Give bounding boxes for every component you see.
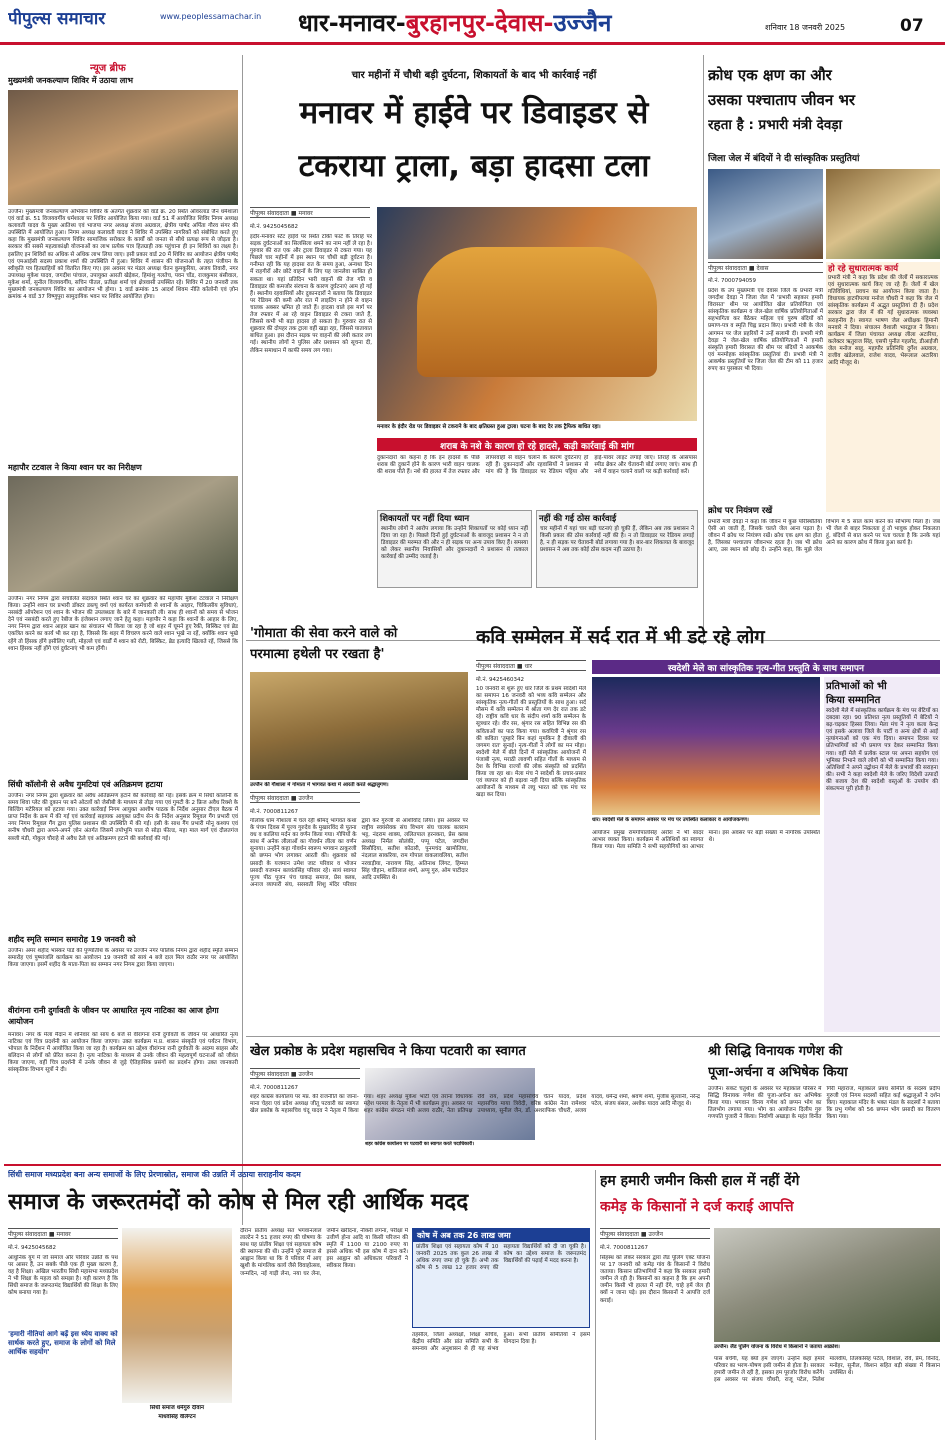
devda-headline-2: उसका पश्चाताप जीवन भर <box>708 91 856 109</box>
ganesh-body: उज्जैन। संकट चतुर्थी के अवसर पर महाकाल परिसर में सिद्धि विनायक गणेश की पूजा-अर्चना कर अभिषेक किया गया। भगवान विनय गणेश को छप्पन भोग का तिलभोग लगाया गया। भोग का आयोजन दिलीप गुरु गणपति पुजारी ने किया। निर्वाणी अखाड़ा के महंत विनीत गिरी महाराज, महाकाल प्रबंध समिति के सदस्य प्रदीप गुरुजी एवं निगम सदस्यों सहित कई श्रद्धालुओं ने दर्शन किए। महाकाल मंदिर के भक्त मंडल के सदस्यों ने बताया कि प्रभु गणेश को 56 छप्पन भोग प्रसादी का वितरण किया गया। <box>708 1086 940 1121</box>
devda-box-title: हो रहे सुधारात्मक कार्य <box>828 264 899 274</box>
devda-photo-2 <box>826 169 940 259</box>
rule-left-column <box>242 55 243 1225</box>
rule-right-column <box>703 55 704 645</box>
region-ujjain: उज्जैन <box>553 9 612 37</box>
brief2-body: उज्जैन। नगर निगम द्वारा संचालित सदावल स्थित श्वान घर का शुक्रवार को महापौर मुकेश टटवाल ने निरीक्षण किया। उन्होंने श्वान घर प्रभारी डॉक्टर डब्ल्यू वर्मा एवं कार्यरत कर्मचारी से श्वानों के आहार, चिकित्सीय सुविधाएं, नसबंदी ऑपरेशन एवं श्वान के भोजन की उपलब्धता के बारे में जानकारी ली। साथ ही श्वानों को समय से भोजन देने एवं नसबंदी करते हुए रेबीज के इंजेक्शन लगाए जाने हेतु कहा। महापौर ने कहा कि श्वानों के आहार के लिए, नगर निगम द्वारा श्वान आहार खान का संचालन भी किया जा रहा है जो शहर में घूमने हुए रैकी, बिस्किट एवं ब्रेड एकत्रित करने का कार्य भी कर रहा है, जिससे कि शहर में विचरण करने वाले श्वान भूखे ना रहें, क्योंकि श्वान भूखे रहेंगे तो हिंसक होंगे इसीलिए गली, मोहल्ले एवं वार्डों में श्वान को रोटी, बिस्किट, ब्रेड इत्यादि खिलाते रहें, जिससे कि श्वान हिंसक नहीं होंगे एवं दुर्घटनाएं भी कम होंगी। <box>8 596 238 652</box>
truck-shape <box>417 247 657 377</box>
devda-byline: पीपुल्स संवाददाता ■ देवास <box>708 262 823 273</box>
masthead-logo <box>8 6 158 30</box>
brief3-title: सिंधी कॉलोनी से अवैध गुमटियां एवं अतिक्रमण हटाया <box>8 780 163 789</box>
page-number: 07 <box>900 16 924 36</box>
sindhi-box-body-2: तहसील, जिला अध्यक्षों, शिक्षा सचिव, केंद्रीय समिति और प्रांत समिति सभी के समन्वय और अनुशासन से ही यह संभव हुआ। सभी प्रांतीय समितियों ने इसमें योगदान दिया है। <box>412 1332 590 1353</box>
masthead-title: पीपुल्स समाचार <box>8 9 106 29</box>
brief1-title: मुख्यमंत्री जनकल्याण शिविर में उठाया लाभ <box>8 76 133 85</box>
devda-mobile: मो.नं. 7000794059 <box>708 278 757 284</box>
kisan-body-2: पास बचेगी, यह क्यों हम जाएंगे। उन्होंने कहा हमारे परिवार का भरण-पोषण इसी जमीन से होता है। सरकार हमारी जमीन ले रही है, इसका हम पूरजोर विरोध करेंगे। इस अवसर पर संजय चौधरी, राजू पटेल, निलेश मालवीय, तिलकसिंह पटेल, विशाल, रवि, प्रेम, विनोद, मनोहर, सुनील, किशन सहित बड़ी संख्या में किसान उपस्थित थे। <box>714 1356 940 1384</box>
brief4-body: उज्जैन। अमर शहीद भास्कर पांडे की पुण्यतिथि के अवसर पर उज्जैन नगर पालिक निगम द्वारा शहीद स्मृति सम्मान समारोह एवं पुष्पांजलि कार्यक्रम का आयोजन 19 जनवरी को सायं 4 बजे दाल मिल राठौर नगर पर आयोजित किया जाएगा। इसमें शहीद के माता-पिता का सम्मान नगर निगम द्वारा किया जाएगा। <box>8 948 238 969</box>
lead-byline: पीपुल्स संवाददाता ■ मनावर <box>250 207 370 218</box>
sindhi-mobile: मो.नं. 9425045682 <box>8 1245 57 1251</box>
lead-photo <box>377 207 697 421</box>
patwari-body: शहर कांग्रेस कार्यालय पर मप्र. की राजनीति का जाना-माना चेहरा एवं प्रदेश अध्यक्ष जीतू पटवारी का स्वागत खेल प्रकोष्ठ के महासचिव चंदू यादव ने नेतृत्व में किया गया। शहर अध्यक्ष मुकेश भाटी एवं तराना विधायक महेश परमार के नेतृत्व में भी कार्यक्रम हुए। अवसर पर शहर कांग्रेस संगठन मंत्री अजय राठौर, नेता प्रतिपक्ष रवि राय, प्रदेश महासचिव चेतन यादव, प्रदेश महासचिव माया त्रिवेदी, वरिष्ठ कांग्रेस नेता रामेश्वर उपाध्याय, सुनील जैन, डॉ. अशराफिक चौधरी, अजय यादव, धर्मेन्द्र शर्मा, श्रवण शर्मा, मुजीब सुल्तानी, नरेन्द्र पटेल, संजय बंसल, अशोक यादव आदि मौजूद थे। <box>250 1094 700 1115</box>
gaumata-body: गोलोक धाम गौशाला में चल रही श्रीमद् भागवत कथा के पंचम दिवस में पूज्य गुरुदेव के मुखारविंद से पूतना वध व कालिया मर्दन का वर्णन किया गया। गोपियों के साथ में अनेक लीलाओं का गोवर्धन लीला का वर्णन सुनाया। उन्होंने कहा गोवर्धन स्वरूप भगवान ठाकुरजी को छप्पन भोग लगाकर आरती की। शुक्रवार को प्रसादी के यजमान उमेश जाट परिवार व भोजन प्रसादी यजमान बलवंतसिंह परिवार रहे। सायं स्वागत पूज्य पीठ पूजन पंच घाकड़ समाज, प्रेस क्लब, अनाज व्यापारी संघ, सरस्वती शिशु मंदिर परिवार द्वारा कर गुरुजी से आशीर्वाद लिया। इस अवसर पर राष्ट्रीय स्वयंसेवक संघ विभाग संघ चालक बलराम भट्ट, नंदराम शाक्य, ललितपाल हरनकरा, प्रेस क्लब अध्यक्ष निर्मल सोलंकी, पप्पू पटेल, जगदीश सिसौदिया, सतीश कोठारी, पुनमचंद खामोतिया, नंदलाल साकरिया, राम गोपाल वाकलावलिया, सतीश नरवाड़ीया, नारायण सिंह, अतिनाथ लिंगट, हिम्मत सिंह चौहान, शांतिलाल शर्मा, अप्पू गुरु, ओम पाटीदार आदि उपस्थित थे। <box>250 818 468 888</box>
masthead-bar <box>0 0 945 45</box>
patwari-photo-caption: शहर कांग्रेस कार्यालय पर पटवारी का स्वागत करते पदाधिकारी। <box>365 1142 475 1147</box>
sindhi-portrait-caption-2: माधवसिंह वेलिंग्टन <box>158 1414 196 1420</box>
lead-subhead-body: दुकानदारों का कहना है कि इन हादसों के पीछे शराब की दुकानें होने के कारण भारी वाहन चालक की शराब पीते हैं। नशे की हालत में तेज रफ्तार और लापरवाही से वाहन चलाने के कारण दुर्घटनाएं हो रही हैं। दुकानदारों और रहवासियों ने प्रशासन से मांग की है कि डिवाइडर पर रेडियम पट्टिया और हाई-पावर लाइट लगाई जाएं। तिराहे के आसपास स्पीड ब्रेकर और चेतावनी बोर्ड लगाए जाएं। साथ ही नशे में वाहन चलाने वालों पर कड़ी कार्रवाई करें। <box>377 455 697 476</box>
lead-headline-2: टकराया ट्राला, बड़ा हादसा टला <box>298 148 650 184</box>
kisan-headline-1: हम हमारी जमीन किसी हाल में नहीं देंगे <box>600 1173 800 1189</box>
devda-box2-body: प्रभारी मंत्री देवड़ा ने कहा कि जीवन में कुछ परिस्थितियां ऐसी आ जाती हैं, जिसके चलते जेल आना पड़ता है। जीवन में क्रोध पर नियंत्रण रखें। क्रोध एक क्षण का होता है, जिसका पश्चाताप जीवनभर रहता है। जब भी क्रोध आए, उस स्थान को छोड़ दें। उन्होंने कहा, कि मुझे जेल विभाग में 5 साल काम करने का सौभाग्य मिला है। जब भी जेल से बाहर निकलता हूं तो भावुक होकर निकलता हूं, बंदियों से बात करने पर पता चलता है कि उनके यहां आने का कारण क्रोध में किया हुआ कार्य है। <box>708 519 940 554</box>
lead-kicker: चार महीनों में चौथी बड़ी दुर्घटना, शिकायतों के बाद भी कार्रवाई नहीं <box>351 70 597 81</box>
sindhi-body: आधुनिक युग में जो समाज और परिवार उन्नति के पथ पर आसर हैं, उन सबके पीछे एक ही मुख्य कारण है, वह है शिक्षा। अखिल भारतीय सिंधी महासभा मध्यप्रदेश ने भी शिक्षा के महत्व को समझा है। यही कारण है कि सिंधी समाज के जरूरतमंद विद्यार्थियों की शिक्षा के लिए कोष बनाया गया है। <box>8 1255 118 1297</box>
lead-box1-body: स्थानीय लोगों ने आरोप लगाया कि उन्होंने शिकायतों पर कोई ध्यान नहीं दिया जा रहा है। पिछले दिनों हुई दुर्घटनाओं के बावजूद प्रशासन ने न तो डिवाइडर की मरम्मत की और न ही सड़क पर अन्य उपाय किए हैं। समस्या को लेकर स्थानीय निवासियों और दुकानदारों ने प्रशासन से तत्काल कार्रवाई की उम्मीद जताई है। <box>381 526 528 561</box>
kavi-side-title-1: प्रतिभाओं को भी <box>826 681 887 692</box>
sindhi-headline: समाज के जरूरतमंदों को कोष से मिल रही आर्थिक मदद <box>8 1189 469 1215</box>
region-dhar-manawar: धार-मनावर- <box>298 9 406 37</box>
sindhi-body-2: दौरान प्रांतीय अध्यक्ष संत भगवानलाल लाल्टेन ने 51 हजार रुपए की घोषणा के साथ यह प्रांतीय शिक्षा एवं सहायता कोष की स्थापना की थी। उन्होंने पूरे समाज से आह्वान किया था कि वे परिवार में आए खुशी के मांगलिक कार्य जैसे विवाहोत्सव, जन्मदिन, नई गाड़ी लेना, नया घर लेना, जमीन खरीदना, नौकरी लगना, परीक्षा में उत्तीर्ण होना आदि या किसी परिजन की स्मृति में 1100 या 2100 रुपए या इससे अधिक भी इस कोष में दान करें। इस आह्वान को अधिकतर परिवारों ने स्वीकार किया। <box>240 1228 408 1277</box>
sindhi-portrait <box>122 1228 232 1403</box>
lead-box1 <box>377 510 532 588</box>
kisan-headline-2: कमेड़ के किसानों ने दर्ज कराई आपत्ति <box>600 1199 794 1215</box>
newsbrief-label: न्यूज ब्रीफ <box>90 63 126 74</box>
rule-bottom <box>4 1164 941 1166</box>
devda-box2-title: क्रोध पर नियंत्रण रखें <box>708 506 773 516</box>
ganesh-headline-2: पूजा-अर्चना व अभिषेक किया <box>708 1065 848 1080</box>
issue-date: शनिवार 18 जनवरी 2025 <box>765 23 846 32</box>
kavi-body: 10 जनवरी से शुरू हुए धार जिले के प्रथम स्वदेशी मेले का समापन 16 जनवरी को भव्य कवि सम्मेलन और सांस्कृतिक नृत्य-गीतों की प्रस्तुतियों के साथ हुआ। सर्द मौसम में कवि सम्मेलन में श्रोता गण देर रात तक डटे रहे। राष्ट्रीय कवि धार के संदीप शर्मा कवि सम्मेलन के सूत्रधार रहे। वीर रस, श्रृंगार रस सहित विभिन्न रस की कविताओं का पाठ किया गया। कवयित्री ने श्रृंगार रस की कविता 'तुम्हारे बिन कहां मुमकिन है दीवाली की जगमग रात' सुनाई। नृत्य-गीतों ने लोगों का मन मोहा। स्वदेशी मेले में बीते दिनों में सांस्कृतिक आयोजनों में पंजाबी नृत्य, मराठी लावणी सहित गीतों के माध्यम से देश के विभिन्न राज्यों की लोक संस्कृति को प्रदर्शित किया जा रहा था। मेला मंच ने स्वदेशी के प्रचार-प्रसार एवं व्यापार को ही बढ़ावा नहीं दिया बल्कि सांस्कृतिक आयोजनों के माध्यम से लघु भारत को एक मंच पर खड़ा कर दिया। <box>476 686 586 799</box>
ganesh-headline-1: श्री सिद्धि विनायक गणेश की <box>708 1044 843 1059</box>
sindhi-kicker: सिंधी समाज मध्यप्रदेश बना अन्य समाजों के लिए प्रेरणास्रोत, समाज की उन्नति में उठाया सराहनीय कदम <box>8 1170 301 1179</box>
rule-mid-2 <box>246 1036 940 1037</box>
devda-box <box>826 262 940 512</box>
devda-photo <box>708 169 823 259</box>
region-burhanpur-dewas: बुरहानपुर-देवास- <box>405 9 554 37</box>
kavi-side-title-2: किया सम्मानित <box>826 695 881 706</box>
brief3-body: उज्जैन। नगर निगम द्वारा शुक्रवार को अवैध अतिक्रमण हटाने की कार्रवाई की गई। इसके क्रम में सिंधी कॉलोनी के समय शिवा प्लेट की दुकान पर बने ओटलों को जेसीबी के माध्यम से तोड़ा गया एवं गुमटी के 2 फ्रिज अवैध रिक्शे के बिल्डिंग मटेरियल को हटाया गया। उक्त कार्रवाई निगम आयुक्त आशीष पाठक के निर्देश अनुसार टीएल बैठक में प्राप्त निर्देश के क्रम में की गई एवं कार्रवाई सहायक आयुक्त प्रदीप सेन के निर्देश अनुसार रिमूवल गैंग प्रभारी एवं नगर निगम रिमूवल गैंग द्वारा पुलिस प्रशासन की उपस्थिति में की गई। इसी के साथ गैंग प्रभारी मोनू कश्यप एवं सनीष चौधरी द्वारा अपने-अपने ज़ोन अंतर्गत जिसमें तपोभूमि पाल से सोड़ा फील्ड, महा माल मार्ग एवं दौलतगंज सब्जी मंडी, गोकुल चौराहे से अवैध ठेले एवं अतिक्रमण हटाने की कार्रवाई की गई। <box>8 793 238 842</box>
kavi-side-body: स्वदेशी मेले में सांस्कृतिक कार्यक्रम के मंच पर बेटियों का दबदबा रहा। 90 प्रतिशत नृत्य प्रस्तुतियों में बेटियों ने बढ़-चढ़कर हिस्सा लिया। मेला मंच ने नृत्य कला केन्द्र एवं इसके अलावा जिले के पार्टी व अन्य क्षेत्रों से आई नृत्यांगनाओं को एक मंच दिया। समापन दिवस पर प्रतिभागियों को भी प्रमाण पत्र देकर सम्मानित किया गया। वहीं मेले में प्रत्येक स्टाल पर अपना सहयोग एवं भूमिका निभाने वाले लोगों को भी सम्मानित किया गया। अतिथियों ने अपने उद्बोधन में मेले के प्रभावों की सराहना की। सभी ने कहा स्वदेशी मेले के जरिए विदेशी उत्पादों की बजाय देश की स्वदेशी वस्तुओं के उपयोग की संकल्पना पूरी होती है। <box>826 708 938 793</box>
kavi-box-headline: स्वदेशी मेले का सांस्कृतिक नृत्य-गीत प्रस्तुति के साथ समापन <box>592 660 940 674</box>
brief1-photo <box>8 90 238 205</box>
kisan-byline: पीपुल्स संवाददाता ■ उज्जैन <box>600 1228 710 1239</box>
sindhi-byline: पीपुल्स संवाददाता ■ मनावर <box>8 1228 118 1239</box>
devda-body: प्रदेश के उप मुख्यमंत्री एवं देवास जिले के प्रभारी मंत्री जगदीश देवड़ा ने जिला जेल में 'प्रभारी सहकार हमारी विरासत' थीम पर आयोजित खेल प्रतियोगिता एवं सांस्कृतिक कार्यक्रम व जेल-खेल वार्षिक प्रतियोगिताओं में सहभागिता कर बैठेकर महिला एवं पुरुष बंदियों को प्रमाण-पत्र व स्मृति चिह्न प्रदान किए। प्रभारी मंत्री के जेल आगमन पर जेल प्रहरियों ने उन्हें सलामी दी। प्रभारी मंत्री देवड़ा ने जेल-खेल वार्षिक प्रतियोगिताओं में हमारी संस्कृति हमारी विरासत की थीम पर बंदियों ने आकर्षक एवं मनमोहक सांस्कृतिक प्रस्तुतियां दी। प्रभारी मंत्री ने आकर्षक प्रस्तुतियों पर जिला जेल की टीम को 11 हजार रुपए का पुरस्कार भी दिया। <box>708 288 823 373</box>
lead-box2 <box>536 510 698 588</box>
region-banner <box>298 6 678 40</box>
gaumata-headline-2: परमात्मा हथेली पर रखता है' <box>250 647 385 662</box>
devda-headline-1: क्रोध एक क्षण का और <box>708 66 832 84</box>
gaumata-photo <box>250 672 468 780</box>
lead-mobile: मो.नं. 9425045682 <box>250 224 299 230</box>
lead-headline-1: मनावर में हाईवे पर डिवाइडर से <box>299 95 649 131</box>
sindhi-quote: 'हमारी नीतियां आगे बढ़ें इस ध्येय वाक्य को सार्थक करते हुए, समाज के लोगों को मिले आर्थिक सहयोग' <box>8 1330 118 1356</box>
gaumata-byline: पीपुल्स संवाददाता ■ उज्जैन <box>250 792 360 803</box>
kavi-headline: कवि सम्मेलन में सर्द रात में भी डटे रहे लोग <box>476 627 765 648</box>
kisan-photo-caption: उज्जैन। लैंड पूलिंग योजना के विरोध में किसानों ने जताया आक्रोश। <box>714 1344 840 1350</box>
brief2-title: महापौर टटवाल ने किया श्वान घर का निरीक्षण <box>8 463 142 472</box>
brief5-body: मनावर। नगर के मेला मैदान में शनिवार को सायं 6 बजे से वीरांगना रानी दुर्गावती के जीवन पर आधारित नृत्य नाटिका एवं चित्र प्रदर्शनी का आयोजन किया जाएगा। उक्त कार्यक्रम म.प्र. शासन संस्कृति एवं पर्यटन विभाग, भोपाल के निर्देशन में आयोजित किया जा रहा है। कार्यक्रम का उद्देश्य वीरांगना रानी दुर्गावती के अदम्य साहस और बलिदान से लोगों को प्रेरित करना है। नृत्य नाटिका के माध्यम से उनके जीवन की महत्वपूर्ण घटनाओं को जीवंत किया जाएगा, वहीं चित्र प्रदर्शनी में उनके जीवन से जुड़े ऐतिहासिक प्रसंगों का प्रदर्शन होगा। उक्त जानकारी सांस्कृतिक विभाग सूत्रों ने दी। <box>8 1032 238 1074</box>
kavi-mobile: मो.नं. 9425460342 <box>476 677 525 683</box>
patwari-byline: पीपुल्स संवाददाता ■ उज्जैन <box>250 1068 360 1079</box>
kisan-mobile: मो.नं. 7000811267 <box>600 1245 649 1251</box>
kavi-photo <box>592 677 820 815</box>
lead-box2-body: चार महीनों में यहां चार बड़ी घटनाएं हो चुकी हैं, लेकिन अब तक प्रशासन ने किसी प्रकार की ठोस कार्रवाई नहीं की है। न तो डिवाइडर पर रेडियम लगाई है, न ही सड़क पर चेतावनी बोर्ड लगाया गया है। बार-बार शिकायत के बावजूद प्रशासन ने अब तक कोई ठोस कदम नहीं उठाया है। <box>540 526 694 554</box>
sindhi-box-body: प्रांतीय शिक्षा एवं सहायता कोष में 10 जनवरी 2025 तक कुल 26 लाख से अधिक रुपए जमा हो चुके हैं। अभी तक कोष से 5 लाख 12 हजार रुपए की सहायता विद्यार्थियों को दी जा चुकी है। कोष का उद्देश्य समाज के जरूरतमंद विद्यार्थियों की पढ़ाई में मदद करना है। <box>416 1244 586 1272</box>
gaumata-headline-1: 'गोमाता की सेवा करने वाले को <box>250 626 398 641</box>
masthead-website[interactable]: www.peoplessamachar.in <box>160 12 262 21</box>
patwari-mobile: मो.नं. 7000811267 <box>250 1085 299 1091</box>
gaumata-photo-caption: उज्जैन की गौशाला में गोमाता में भागवत कथा में आरती करते श्रद्धालुगण। <box>250 782 389 788</box>
brief4-title: शहीद स्मृति सम्मान समारोह 19 जनवरी को <box>8 935 136 944</box>
gaumata-mobile: मो.नं. 7000811267 <box>250 809 299 815</box>
kavi-photo-caption: धार। स्वदेशी मेले के समापन अवसर पर मंच पर उपस्थित कलाकार व आयोजकगण। <box>592 817 749 823</box>
sindhi-box-title: कोष में अब तक 26 लाख जमा <box>413 1229 589 1242</box>
sindhi-portrait-caption-1: सिंधी समाज धर्मगुरु दीवान <box>149 1405 205 1411</box>
brief5-title: वीरांगना रानी दुर्गावती के जीवन पर आधारित नृत्य नाटिका का आज होगा आयोजन <box>8 1006 219 1026</box>
kisan-photo <box>714 1228 940 1342</box>
patwari-headline: खेल प्रकोष्ठ के प्रदेश महासचिव ने किया पटवारी का स्वागत <box>250 1044 526 1059</box>
lead-box2-title: नहीं की गई ठोस कार्रवाई <box>539 514 617 524</box>
kavi-side-box <box>824 677 940 1032</box>
kavi-body-2: आयोजन प्रमुख रामगोपालसिंह अरोरा ने भी सादर आभार व्यक्त किया। कार्यक्रम में अतिथियों का स्वागत किया गया। मेला समिति ने सभी सहयोगियों का आभार माना। इस अवसर पर बड़ी संख्या में नागरिक उपस्थित थे। <box>592 830 820 851</box>
rule-bottom-divider <box>595 1170 596 1440</box>
sindhi-box <box>412 1228 590 1328</box>
kisan-body: सिंहस्थ को लेकर सरकार द्वारा लैंड पूलिंग एक्ट योजना पर 17 जनवरी को कमेड़ गांव के किसानों ने विरोध जताया। किसान प्रतिभागियों ने कहा कि सरकार हमारी जमीन ले रही है। किसानों का कहना है कि हम अपनी जमीन किसी भी हालत में नहीं देंगे, चाहे हमें जेल ही क्यों न जाना पड़े। इस दौरान किसानों ने आपत्ति दर्ज कराई। <box>600 1255 710 1304</box>
lead-photo-caption: मनावर के इंदौर रोड पर डिवाइडर से टकराने के बाद क्षतिग्रस्त हुआ ट्राला। घटना के बाद देर तक ट्रैफिक बाधित रहा। <box>377 424 601 430</box>
devda-subhead: जिला जेल में बंदियों ने दी सांस्कृतिक प्रस्तुतियां <box>708 154 860 164</box>
brief2-photo <box>8 476 238 592</box>
kavi-byline: पीपुल्स संवाददाता ■ धार <box>476 660 586 671</box>
devda-headline-3: रहता है : प्रभारी मंत्री देवड़ा <box>708 117 843 133</box>
brief1-body: उज्जैन। मुख्यमंत्री जनकल्याण अभियान शिविर के अंतर्गत शुक्रवार को वार्ड क्र. 20 स्थित ओवरलांड जैन धर्मशाला एवं वार्ड क्र. 51 विजयवर्गीय धर्मशाला पर शिविर आयोजित किया गया। वार्ड 51 में आयोजित शिविर निगम अध्यक्ष कलावती यादव के मुख्य आतिथ्य एवं भाजपा नगर अध्यक्ष संजय अग्रवाल, क्षेत्रीय पार्षद अर्पिता गौरव संगर की उपस्थिति में आयोजित हुआ। निगम अध्यक्ष कलावती यादव ने शिविर में उपस्थित नागरिकों को संबोधित करते हुए कहा कि मुख्यमंत्री जनकल्याण शिविर सामाजिक सरोकार के कार्यों को जनता से सीधे प्रत्यक्ष रूप से जोड़ता है। सरकार की सबसे महत्वाकांक्षी योजनाओं का लाभ प्रत्येक पात्र हितग्राही तक पहुंचाना ही इन शिविरों का लक्ष्य है। इसलिए इन शिविरों का अधिक से अधिक लाभ लिया जाए। इसी प्रकार वार्ड 20 में शिविर का आयोजन क्षेत्रीय पार्षद एवं एमआईसी सदस्य प्रकाश शर्मा की उपस्थिति में हुआ। शिविर में शासन की योजनाओं के तहत पंजीयन के स्वीकृति पत्र हितग्राहियों को वितरित किए गए। इस अवसर पर मंडल अध्यक्ष चेतन कुमकुरिया, अजय तिवारी, नगर उपाध्यक्ष मुकेश यादव, जगदीश पांचाल, उपायुक्त आरती खेड़ेकर, हिमांशु गलतेच, पवन चोंड, राजकुमार बंसीवाल, मुकेश शर्मा, सुनील विजयवर्गीय, सचिन पीतल, प्रतीक्षा शर्मा एवं क्षेत्रवासी उपस्थित रहे। शिविर में 20 जनवरी तक मुख्यमंत्री जनकल्याण शिविर का आयोजन भी होगा। 1 वार्ड क्रमांक 15 आदर्श शिवम नीति कॉलोनी एवं ज़ोन क्रमांक 4 वार्ड 37 विष्णुपुरा सामुदायिक भवन पर शिविर आयोजित होगा। <box>8 209 238 301</box>
devda-box-body: प्रभारी मंत्री ने कहा कि प्रदेश की जेलों में सकारात्मक एवं सुधारात्मक कार्य किए जा रहे हैं। जेलों में खेल गतिविधियां, प्रवचन का आयोजन किया जाता है। विधायक हाटपीपल्या मनोज चौधरी ने कहा कि जेल में सांस्कृतिक कार्यक्रम में अद्भुत प्रस्तुतियां दी हैं। प्रदेश सरकार द्वारा जेल में की गई सुधारात्मक व्यवस्था सराहनीय है। स्वागत भाषण जेल अधीक्षक हिमानी मनवारे ने दिया। संचालन वैशाली भारद्वाज ने किया। कार्यक्रम में जिला पंचायत अध्यक्ष लीला अटारिया, कलेक्टर ऋतुराज सिंह, एसपी पुनीत गहलोद, डीआईजी जेल मनोज साहू, महापौर प्रतिनिधि दुर्गेश अग्रवाल, राजीव खंडेलवाल, राजेश यादव, भेरूलाल अटारिया आदि मौजूद थे। <box>828 275 938 367</box>
lead-subhead: शराब के नशे के कारण हो रहे हादसे, कड़ी कार्रवाई की मांग <box>377 438 697 451</box>
lead-box1-title: शिकायतों पर नहीं दिया ध्यान <box>380 514 470 524</box>
lead-body: इंदौर-मनावर स्टेट हाईवे पर स्थित टोंकी फाटे के तिराहे पर सड़क दुर्घटनाओं का सिलसिला थमने का नाम नहीं ले रहा है। गुरुवार की रात एक और ट्राला डिवाइडर से टकरा गया। यह पिछले चार महीनों में इस स्थान पर चौथी बड़ी दुर्घटना है। गनीमत रही कि यह हादसा रात के समय हुआ, अन्यथा दिन में राहगीरों और छोटे वाहनों के लिए यह जानलेवा साबित हो सकता था। यहां प्रतिदिन भारी वाहनों की तेज गति व डिवाइडर की कमजोर संरचना के कारण दुर्घटनाएं आम हो गई हैं। स्थानीय रहवासियों और दुकानदारों ने बताया कि डिवाइडर पर रेडियम की कमी और रात में लाइटिंग न होने से वाहन चालक अक्सर भ्रमित हो जाते हैं। हादसा वाले इस मार्ग पर तेज रफ्तार में आ रहे वाहन डिवाइडर से टकरा जाते हैं, जिससे कभी भी बड़ा हादसा हो सकता है। गुरुवार रात से शुक्रवार की दोपहर तक ट्राला वहीं खड़ा रहा, जिससे यातायात बाधित हुआ। इस दौरान सड़क पर वाहनों की लंबी कतार लग गई। स्थानीय लोगों ने पुलिस और प्रशासन को सूचना दी, लेकिन समाधान में काफी समय लग गया। <box>250 234 372 354</box>
